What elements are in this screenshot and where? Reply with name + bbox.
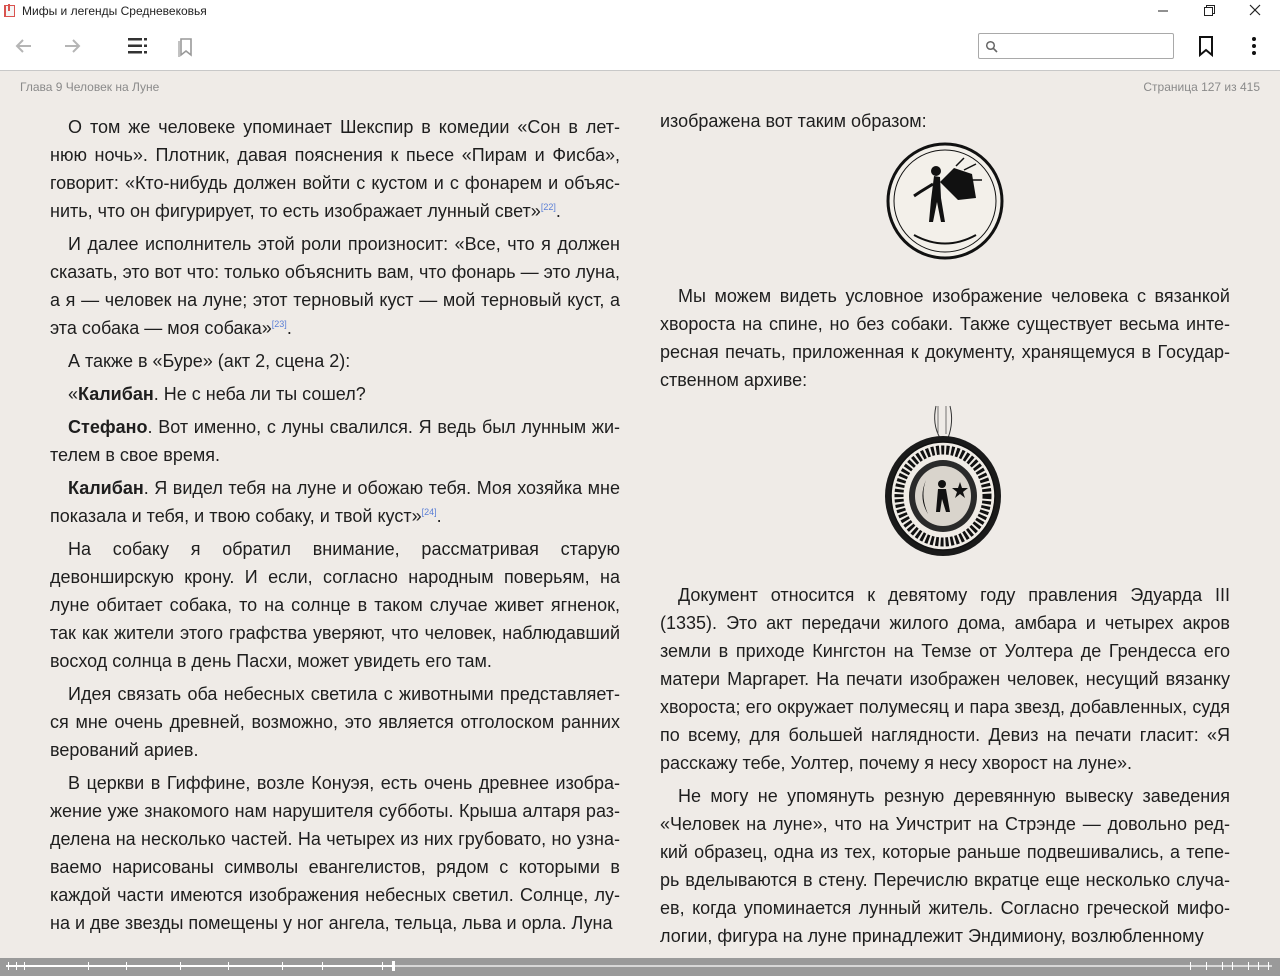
chapter-marker[interactable] [1248,962,1249,970]
book-app-icon [4,4,16,18]
scrubber-thumb[interactable] [392,961,395,971]
paragraph: Идея связать оба небесных светила с животными представляет-ся мне очень древней, возможно, это является отголоском ранних верований ариев. [50,684,620,760]
paragraph: И далее исполнитель этой роли произносит: «Все, что я должен сказать, это вот что: только объяснить вам, что фонарь — это луна, а я — человек на луне; этот терновый куст — мой терновый куст, а эта собака — моя собака»[23]. [50,234,620,338]
man-in-the-moon-engraving [884,140,1006,262]
figure-seal [660,404,1230,567]
chapter-marker[interactable] [282,962,283,970]
table-of-contents-icon[interactable] [124,32,152,60]
footnote-link[interactable]: [22] [540,202,556,212]
chapter-marker[interactable] [228,962,229,970]
scrubber-progress [6,965,393,967]
search-field[interactable] [978,33,1174,59]
paragraph: Стефано. Вот именно, с луны свалился. Я ведь был лунным жи-телем в свое время. [50,417,620,465]
chapter-marker[interactable] [180,962,181,970]
paragraph: А также в «Буре» (акт 2, сцена 2): [68,351,351,371]
title-bar [0,0,1280,22]
footnote-link[interactable]: [23] [271,319,287,329]
footnote-link[interactable]: [24] [421,507,437,517]
paragraph: «Калибан. Не с неба ли ты сошел? [68,384,366,404]
chapter-marker[interactable] [126,962,127,970]
chapter-marker[interactable] [1190,962,1191,970]
paragraph: Калибан. Я видел тебя на луне и обожаю тебя. Моя хозяйка мне показала и тебя, и твою собаку, и твой куст»[24]. [50,478,620,526]
paragraph: На собаку я обратил внимание, рассматривая старую девонширскую крону. И если, согласно народным поверьям, на луне обитает собака, то на солнце в таком случае живет ягненок, так как жители этого графства уверяют, что человек, наблюдавший восход солнца в день Пасхи, может увидеть его там. [50,539,620,671]
page-indicator: Страница 127 из 415 [1143,80,1260,94]
page-scrubber[interactable] [0,958,1280,976]
right-page [660,107,1230,955]
wax-seal-engraving [880,404,1010,559]
speaker-name: Калибан [68,478,144,498]
arrow-left-icon[interactable] [10,32,38,60]
chapter-marker[interactable] [322,962,323,970]
minimize-icon[interactable] [1140,0,1186,22]
toolbar [0,22,1280,71]
search-icon [985,40,999,54]
paragraph: Мы можем видеть условное изображение человека с вязанкой хвороста на спине, но без собаки. Также существует весьма инте-ресная печать, приложенная к документу, хранящемуся в Государ-ственном архиве: [660,286,1230,390]
chapter-marker[interactable] [1258,962,1259,970]
speaker-name: Калибан [78,384,154,404]
window-title: Мифы и легенды Средневековья [22,4,207,18]
chapter-marker[interactable] [1268,962,1269,970]
paragraph: Документ относится к девятому году правления Эдуарда III (1335). Это акт передачи жилого дома, амбара и четырех акров земли в приходе Кингстон на Темзе от Уолтера де Грендесса его матери Маргарет. На печати изображен человек, несущий вязанку хвороста; его окружает полумесяц и пара звезд, добавленных, судя по всему, для большей наглядности. Девиз на печати гласит: «Я расскажу тебе, Уолтер, почему я несу хворост на луне». [660,585,1230,773]
chapter-marker[interactable] [24,962,25,970]
figure-man-in-moon [660,140,1230,270]
more-vertical-icon[interactable] [1240,32,1268,60]
paragraph: О том же человеке упоминает Шекспир в комедии «Сон в лет-нюю ночь». Плотник, давая пояснения к пьесе «Пирам и Фисба», говорит: «Кто-нибудь должен войти с кустом и с фонарем и объяс-нить, что он фигурирует, то есть изображает лунный свет»[22]. [50,117,620,221]
left-page [50,113,620,942]
restore-icon[interactable] [1186,0,1232,22]
close-icon[interactable] [1232,0,1278,22]
bookmarks-list-icon[interactable] [172,32,200,60]
chapter-title: Глава 9 Человек на Луне [20,80,160,94]
speaker-name: Стефано [68,417,148,437]
chapter-marker[interactable] [8,962,9,970]
chapter-marker[interactable] [1232,962,1233,970]
chapter-marker[interactable] [382,962,383,970]
paragraph: Не могу не упомянуть резную деревянную вывеску заведения «Человек на луне», что на Уичстрит на Стрэнде — довольно ред-кий образец, одна из тех, которые раньше подвешивались, а тепе-рь вделываются в стену. Перечислю вкратце еще несколько случа-ев, когда упоминается лунный житель. Согласно греческой мифо-логии, фигура на луне принадлежит Эндимиону, возлюбленному [660,786,1230,946]
paragraph: В церкви в Гиффине, возле Конуэя, есть очень древнее изобра-жение уже знакомого нам нарушителя субботы. Крыша алтаря раз-делена на несколько частей. На четырех из них грубовато, но узна-ваемо нарисованы символы евангелистов, рядом с которыми в каждой части имеются изображения небесных светил. Солнце, лу-на и две звезды помещены у ног ангела, тельца, льва и орла. Луна [50,773,620,933]
chapter-marker[interactable] [1206,962,1207,970]
paragraph: изображена вот таким образом: [660,111,927,131]
arrow-right-icon[interactable] [58,32,86,60]
bookmark-icon[interactable] [1192,32,1220,60]
search-input[interactable] [1001,36,1167,55]
chapter-marker[interactable] [1222,962,1223,970]
chapter-marker[interactable] [16,962,17,970]
chapter-marker[interactable] [88,962,89,970]
